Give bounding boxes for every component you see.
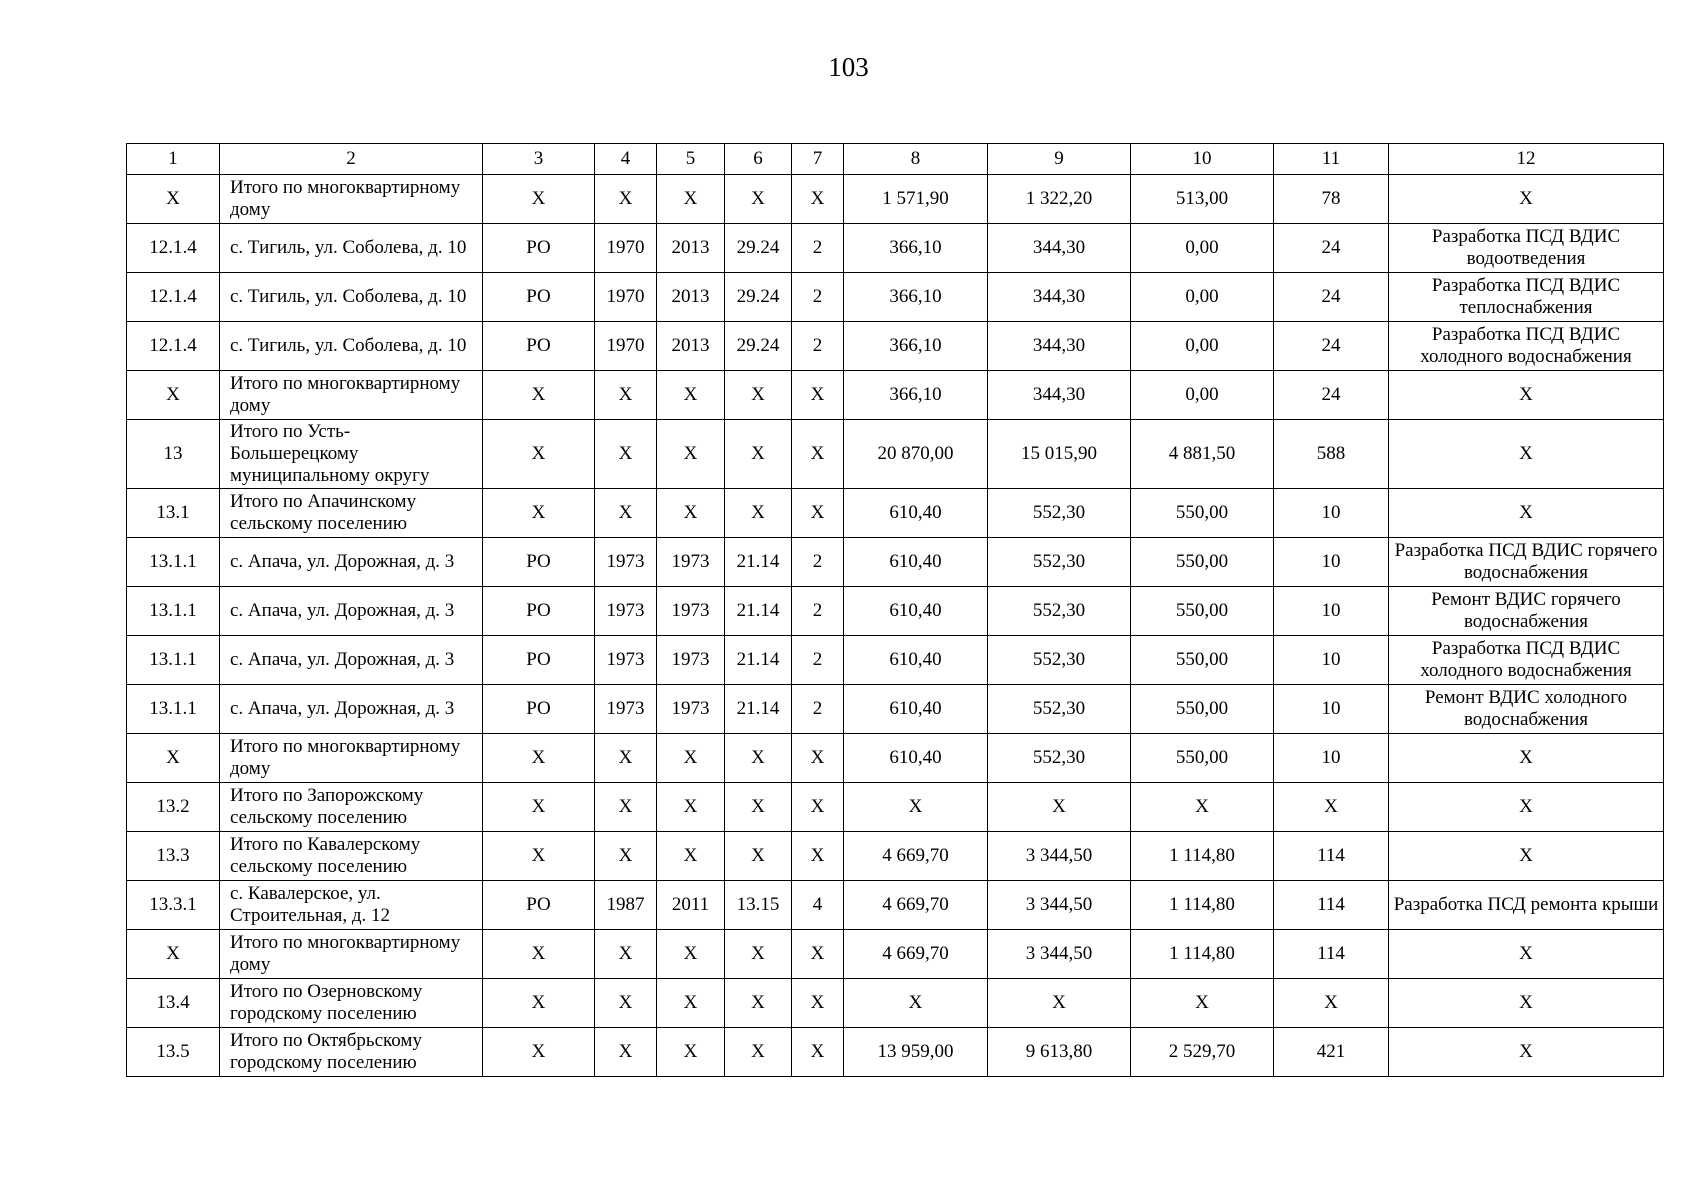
column-header-6: 6 <box>725 144 792 175</box>
floors-cell: 2 <box>792 636 844 685</box>
work-type-cell: Разработка ПСД ВДИС водоотведения <box>1389 224 1664 273</box>
column-header-2: 2 <box>220 144 483 175</box>
work-type-cell: X <box>1389 371 1664 420</box>
address-cell: Итого по многоквартирному дому <box>220 930 483 979</box>
table-row <box>127 587 1664 636</box>
type-cell: РО <box>483 636 595 685</box>
column-header-11: 11 <box>1274 144 1389 175</box>
type-cell: РО <box>483 538 595 587</box>
address-cell: Итого по многоквартирному дому <box>220 175 483 224</box>
code-cell: X <box>725 832 792 881</box>
repair-year-cell: X <box>657 420 725 489</box>
nonliving-area-cell: 513,00 <box>1131 175 1274 224</box>
repair-year-cell: 2013 <box>657 224 725 273</box>
table-row <box>127 224 1664 273</box>
code-cell: 21.14 <box>725 685 792 734</box>
row-number: 12.1.4 <box>127 273 220 322</box>
work-type-cell: Ремонт ВДИС горячего водоснабжения <box>1389 587 1664 636</box>
floors-cell: X <box>792 420 844 489</box>
type-cell: X <box>483 1028 595 1077</box>
total-area-cell: 610,40 <box>844 538 988 587</box>
table-row <box>127 979 1664 1028</box>
residents-cell: 588 <box>1274 420 1389 489</box>
address-cell: Итого по Усть-Большерецкому муниципальному округу <box>220 420 483 489</box>
repair-year-cell: 1973 <box>657 538 725 587</box>
row-number: 13.1 <box>127 489 220 538</box>
total-area-cell: 366,10 <box>844 322 988 371</box>
build-year-cell: X <box>595 979 657 1028</box>
work-type-cell: X <box>1389 175 1664 224</box>
column-header-7: 7 <box>792 144 844 175</box>
code-cell: 29.24 <box>725 322 792 371</box>
nonliving-area-cell: 550,00 <box>1131 685 1274 734</box>
type-cell: X <box>483 420 595 489</box>
repair-year-cell: 1973 <box>657 636 725 685</box>
row-number: 13.1.1 <box>127 685 220 734</box>
column-header-3: 3 <box>483 144 595 175</box>
type-cell: РО <box>483 587 595 636</box>
repair-year-cell: X <box>657 783 725 832</box>
build-year-cell: X <box>595 175 657 224</box>
build-year-cell: X <box>595 371 657 420</box>
living-area-cell: 344,30 <box>988 224 1131 273</box>
address-cell: Итого по Запорожскому сельскому поселению <box>220 783 483 832</box>
code-cell: X <box>725 371 792 420</box>
code-cell: X <box>725 489 792 538</box>
repair-year-cell: X <box>657 489 725 538</box>
total-area-cell: 610,40 <box>844 636 988 685</box>
type-cell: X <box>483 371 595 420</box>
total-area-cell: 366,10 <box>844 371 988 420</box>
type-cell: X <box>483 832 595 881</box>
column-header-8: 8 <box>844 144 988 175</box>
nonliving-area-cell: 0,00 <box>1131 273 1274 322</box>
total-area-cell: 13 959,00 <box>844 1028 988 1077</box>
total-area-cell: 610,40 <box>844 587 988 636</box>
address-cell: с. Тигиль, ул. Соболева, д. 10 <box>220 273 483 322</box>
nonliving-area-cell: X <box>1131 979 1274 1028</box>
row-number: 13.1.1 <box>127 636 220 685</box>
nonliving-area-cell: 550,00 <box>1131 734 1274 783</box>
address-cell: с. Тигиль, ул. Соболева, д. 10 <box>220 224 483 273</box>
work-type-cell: X <box>1389 1028 1664 1077</box>
living-area-cell: 552,30 <box>988 489 1131 538</box>
column-header-10: 10 <box>1131 144 1274 175</box>
row-number: 12.1.4 <box>127 224 220 273</box>
nonliving-area-cell: 0,00 <box>1131 371 1274 420</box>
nonliving-area-cell: 1 114,80 <box>1131 881 1274 930</box>
type-cell: РО <box>483 881 595 930</box>
row-number: 13.5 <box>127 1028 220 1077</box>
floors-cell: 2 <box>792 224 844 273</box>
living-area-cell: 344,30 <box>988 273 1131 322</box>
repair-year-cell: X <box>657 979 725 1028</box>
floors-cell: X <box>792 783 844 832</box>
floors-cell: X <box>792 930 844 979</box>
living-area-cell: 552,30 <box>988 734 1131 783</box>
nonliving-area-cell: 550,00 <box>1131 636 1274 685</box>
row-number: X <box>127 175 220 224</box>
total-area-cell: 4 669,70 <box>844 881 988 930</box>
living-area-cell: X <box>988 783 1131 832</box>
residents-cell: 24 <box>1274 224 1389 273</box>
table-row <box>127 175 1664 224</box>
build-year-cell: X <box>595 832 657 881</box>
work-type-cell: Разработка ПСД ремонта крыши <box>1389 881 1664 930</box>
address-cell: Итого по Кавалерскому сельскому поселению <box>220 832 483 881</box>
type-cell: X <box>483 489 595 538</box>
address-cell: с. Апача, ул. Дорожная, д. 3 <box>220 538 483 587</box>
build-year-cell: 1973 <box>595 636 657 685</box>
build-year-cell: X <box>595 489 657 538</box>
floors-cell: 2 <box>792 587 844 636</box>
floors-cell: X <box>792 371 844 420</box>
living-area-cell: 3 344,50 <box>988 930 1131 979</box>
address-cell: с. Апача, ул. Дорожная, д. 3 <box>220 685 483 734</box>
address-cell: с. Кавалерское, ул. Строительная, д. 12 <box>220 881 483 930</box>
nonliving-area-cell: 550,00 <box>1131 489 1274 538</box>
residents-cell: 10 <box>1274 489 1389 538</box>
living-area-cell: 3 344,50 <box>988 881 1131 930</box>
work-type-cell: Разработка ПСД ВДИС теплоснабжения <box>1389 273 1664 322</box>
floors-cell: X <box>792 832 844 881</box>
residents-cell: 10 <box>1274 636 1389 685</box>
repair-year-cell: X <box>657 832 725 881</box>
work-type-cell: X <box>1389 832 1664 881</box>
work-type-cell: Разработка ПСД ВДИС горячего водоснабжения <box>1389 538 1664 587</box>
type-cell: X <box>483 175 595 224</box>
row-number: 13.4 <box>127 979 220 1028</box>
floors-cell: 2 <box>792 322 844 371</box>
code-cell: X <box>725 930 792 979</box>
address-cell: Итого по Октябрьскому городскому поселению <box>220 1028 483 1077</box>
table-row <box>127 930 1664 979</box>
floors-cell: X <box>792 1028 844 1077</box>
table-row <box>127 734 1664 783</box>
address-cell: с. Тигиль, ул. Соболева, д. 10 <box>220 322 483 371</box>
repair-year-cell: X <box>657 175 725 224</box>
row-number: X <box>127 734 220 783</box>
type-cell: X <box>483 734 595 783</box>
repair-year-cell: 2013 <box>657 273 725 322</box>
living-area-cell: 15 015,90 <box>988 420 1131 489</box>
build-year-cell: 1987 <box>595 881 657 930</box>
total-area-cell: 610,40 <box>844 734 988 783</box>
table-row <box>127 1028 1664 1077</box>
residents-cell: 421 <box>1274 1028 1389 1077</box>
floors-cell: 2 <box>792 538 844 587</box>
repair-year-cell: X <box>657 1028 725 1077</box>
column-header-5: 5 <box>657 144 725 175</box>
address-cell: Итого по Апачинскому сельскому поселению <box>220 489 483 538</box>
repair-year-cell: 1973 <box>657 685 725 734</box>
address-cell: с. Апача, ул. Дорожная, д. 3 <box>220 636 483 685</box>
nonliving-area-cell: 1 114,80 <box>1131 930 1274 979</box>
header-row <box>127 144 1664 175</box>
residents-cell: 10 <box>1274 685 1389 734</box>
code-cell: 21.14 <box>725 538 792 587</box>
living-area-cell: 552,30 <box>988 587 1131 636</box>
build-year-cell: X <box>595 783 657 832</box>
code-cell: X <box>725 783 792 832</box>
residents-cell: 78 <box>1274 175 1389 224</box>
residents-cell: 24 <box>1274 322 1389 371</box>
row-number: 13.3.1 <box>127 881 220 930</box>
total-area-cell: 4 669,70 <box>844 832 988 881</box>
residents-cell: 114 <box>1274 930 1389 979</box>
nonliving-area-cell: 0,00 <box>1131 224 1274 273</box>
residents-cell: 10 <box>1274 538 1389 587</box>
living-area-cell: 1 322,20 <box>988 175 1131 224</box>
residents-cell: X <box>1274 979 1389 1028</box>
build-year-cell: X <box>595 1028 657 1077</box>
table-row <box>127 685 1664 734</box>
table-row <box>127 881 1664 930</box>
row-number: X <box>127 371 220 420</box>
build-year-cell: X <box>595 930 657 979</box>
work-type-cell: Ремонт ВДИС холодного водоснабжения <box>1389 685 1664 734</box>
nonliving-area-cell: 0,00 <box>1131 322 1274 371</box>
code-cell: X <box>725 734 792 783</box>
repair-year-cell: X <box>657 371 725 420</box>
living-area-cell: 9 613,80 <box>988 1028 1131 1077</box>
floors-cell: X <box>792 175 844 224</box>
nonliving-area-cell: 4 881,50 <box>1131 420 1274 489</box>
nonliving-area-cell: 1 114,80 <box>1131 832 1274 881</box>
residents-cell: 10 <box>1274 587 1389 636</box>
table-row <box>127 832 1664 881</box>
row-number: 13 <box>127 420 220 489</box>
floors-cell: X <box>792 734 844 783</box>
build-year-cell: 1970 <box>595 273 657 322</box>
total-area-cell: 1 571,90 <box>844 175 988 224</box>
type-cell: РО <box>483 224 595 273</box>
residents-cell: 114 <box>1274 832 1389 881</box>
type-cell: РО <box>483 273 595 322</box>
nonliving-area-cell: 550,00 <box>1131 587 1274 636</box>
code-cell: 13.15 <box>725 881 792 930</box>
work-type-cell: X <box>1389 930 1664 979</box>
code-cell: 29.24 <box>725 224 792 273</box>
type-cell: X <box>483 930 595 979</box>
total-area-cell: 20 870,00 <box>844 420 988 489</box>
row-number: X <box>127 930 220 979</box>
repair-year-cell: 1973 <box>657 587 725 636</box>
living-area-cell: 552,30 <box>988 538 1131 587</box>
code-cell: 21.14 <box>725 636 792 685</box>
floors-cell: 4 <box>792 881 844 930</box>
residents-cell: X <box>1274 783 1389 832</box>
row-number: 13.2 <box>127 783 220 832</box>
residents-cell: 10 <box>1274 734 1389 783</box>
total-area-cell: 366,10 <box>844 273 988 322</box>
table-row <box>127 636 1664 685</box>
table-row <box>127 273 1664 322</box>
residents-cell: 114 <box>1274 881 1389 930</box>
table-row <box>127 371 1664 420</box>
work-type-cell: X <box>1389 783 1664 832</box>
code-cell: X <box>725 175 792 224</box>
build-year-cell: X <box>595 734 657 783</box>
type-cell: X <box>483 979 595 1028</box>
address-cell: Итого по Озерновскому городскому поселению <box>220 979 483 1028</box>
row-number: 13.1.1 <box>127 538 220 587</box>
build-year-cell: 1970 <box>595 322 657 371</box>
living-area-cell: X <box>988 979 1131 1028</box>
repair-year-cell: X <box>657 930 725 979</box>
repair-year-cell: 2013 <box>657 322 725 371</box>
floors-cell: X <box>792 979 844 1028</box>
work-type-cell: X <box>1389 489 1664 538</box>
living-area-cell: 344,30 <box>988 371 1131 420</box>
floors-cell: X <box>792 489 844 538</box>
table-row <box>127 783 1664 832</box>
living-area-cell: 552,30 <box>988 636 1131 685</box>
total-area-cell: X <box>844 783 988 832</box>
nonliving-area-cell: 2 529,70 <box>1131 1028 1274 1077</box>
address-cell: Итого по многоквартирному дому <box>220 734 483 783</box>
residents-cell: 24 <box>1274 273 1389 322</box>
build-year-cell: X <box>595 420 657 489</box>
total-area-cell: 366,10 <box>844 224 988 273</box>
code-cell: X <box>725 420 792 489</box>
row-number: 13.1.1 <box>127 587 220 636</box>
work-type-cell: X <box>1389 420 1664 489</box>
repair-year-cell: X <box>657 734 725 783</box>
table-row <box>127 538 1664 587</box>
build-year-cell: 1970 <box>595 224 657 273</box>
table-row <box>127 420 1664 489</box>
row-number: 13.3 <box>127 832 220 881</box>
total-area-cell: 610,40 <box>844 489 988 538</box>
build-year-cell: 1973 <box>595 685 657 734</box>
code-cell: 21.14 <box>725 587 792 636</box>
work-type-cell: Разработка ПСД ВДИС холодного водоснабжения <box>1389 636 1664 685</box>
row-number: 12.1.4 <box>127 322 220 371</box>
work-type-cell: X <box>1389 979 1664 1028</box>
column-header-4: 4 <box>595 144 657 175</box>
nonliving-area-cell: X <box>1131 783 1274 832</box>
column-header-12: 12 <box>1389 144 1664 175</box>
type-cell: X <box>483 783 595 832</box>
code-cell: X <box>725 1028 792 1077</box>
living-area-cell: 344,30 <box>988 322 1131 371</box>
address-cell: с. Апача, ул. Дорожная, д. 3 <box>220 587 483 636</box>
residents-cell: 24 <box>1274 371 1389 420</box>
type-cell: РО <box>483 685 595 734</box>
work-type-cell: X <box>1389 734 1664 783</box>
code-cell: X <box>725 979 792 1028</box>
type-cell: РО <box>483 322 595 371</box>
total-area-cell: X <box>844 979 988 1028</box>
living-area-cell: 3 344,50 <box>988 832 1131 881</box>
page-number: 103 <box>828 52 869 82</box>
build-year-cell: 1973 <box>595 587 657 636</box>
work-type-cell: Разработка ПСД ВДИС холодного водоснабжения <box>1389 322 1664 371</box>
register-table <box>126 143 1664 1077</box>
build-year-cell: 1973 <box>595 538 657 587</box>
column-header-1: 1 <box>127 144 220 175</box>
table-row <box>127 489 1664 538</box>
table-row <box>127 322 1664 371</box>
table-body <box>127 175 1664 1077</box>
column-header-9: 9 <box>988 144 1131 175</box>
repair-year-cell: 2011 <box>657 881 725 930</box>
floors-cell: 2 <box>792 273 844 322</box>
address-cell: Итого по многоквартирному дому <box>220 371 483 420</box>
code-cell: 29.24 <box>725 273 792 322</box>
floors-cell: 2 <box>792 685 844 734</box>
total-area-cell: 4 669,70 <box>844 930 988 979</box>
total-area-cell: 610,40 <box>844 685 988 734</box>
nonliving-area-cell: 550,00 <box>1131 538 1274 587</box>
living-area-cell: 552,30 <box>988 685 1131 734</box>
